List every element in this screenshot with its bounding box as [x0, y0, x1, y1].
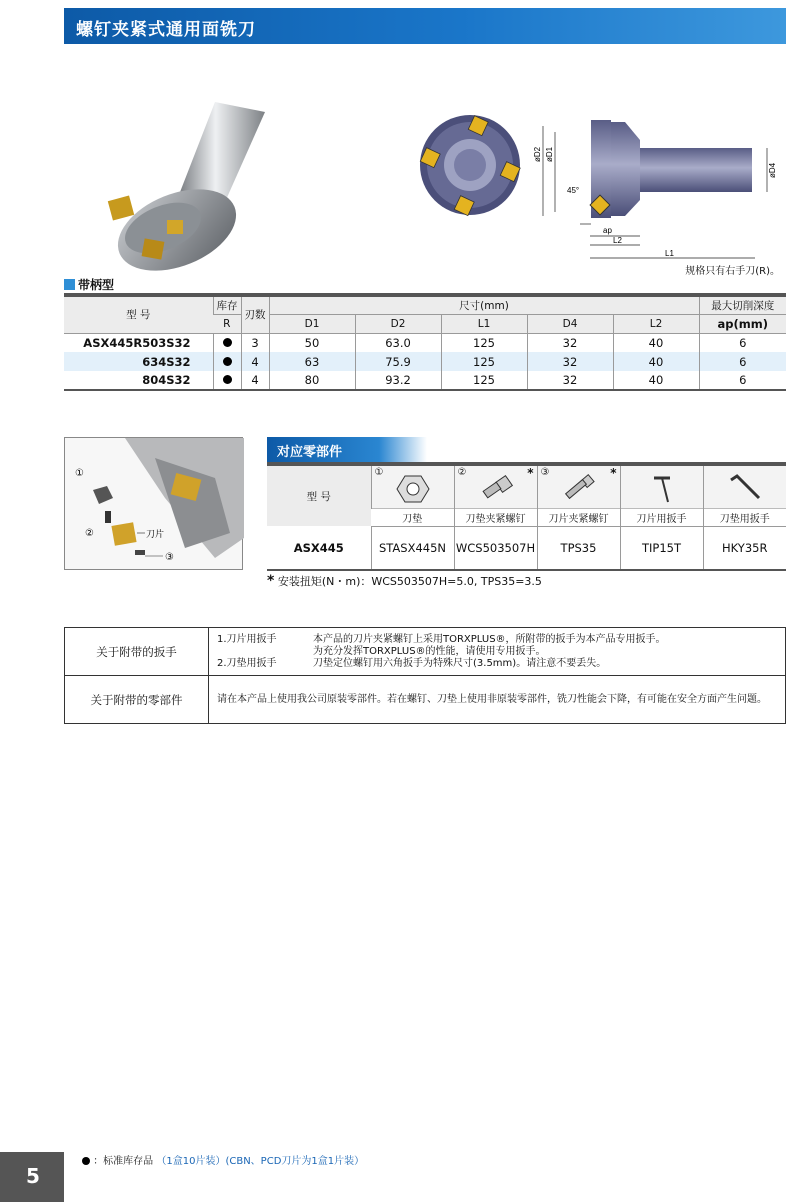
parts-icon-cell — [454, 464, 537, 508]
right-hand-note: 规格只有右手刀(R)。 — [685, 266, 780, 277]
spec-header-model: 型 号 — [64, 295, 213, 333]
header-bar — [64, 8, 786, 44]
section-marker — [64, 279, 75, 290]
parts-star: * — [527, 466, 534, 480]
spec-ap: 6 — [699, 352, 786, 371]
table-row — [64, 333, 786, 352]
front-view-diagram — [417, 112, 523, 218]
spec-d1: 50 — [269, 333, 355, 352]
torque-star: * — [267, 573, 275, 589]
spec-model: 634S32 — [64, 352, 213, 371]
spec-d4: 32 — [527, 371, 613, 390]
exploded-num-3: ③ — [165, 552, 174, 563]
spec-flutes: 4 — [241, 371, 269, 390]
footer-legend-text: ：标准库存品 — [93, 1156, 154, 1167]
page-number-box — [0, 1152, 64, 1202]
dim-label-d1: øD1 — [545, 146, 554, 162]
notes-row-wrench — [65, 628, 786, 676]
parts-star: * — [610, 466, 617, 480]
notes-wrench-text — [209, 628, 786, 676]
parts-col-shim-wrench: 刀垫用扳手 — [703, 508, 786, 526]
parts-value-shim-wrench: HKY35R — [703, 526, 786, 570]
spec-header-d2: D2 — [355, 314, 441, 333]
parts-header-model: 型 号 — [267, 464, 371, 526]
product-photo — [105, 100, 275, 275]
section-label — [64, 276, 114, 293]
exploded-num-1: ① — [75, 468, 84, 479]
spec-l2: 40 — [613, 333, 699, 352]
insert-screw-icon — [561, 474, 597, 504]
torx-wrench-icon — [644, 474, 680, 504]
parts-num-3: ③ — [540, 467, 550, 478]
parts-col-shim: 刀垫 — [371, 508, 454, 526]
page-title: 螺钉夹紧式通用面铣刀 — [76, 20, 256, 40]
parts-col-shim-screw: 刀垫夹紧螺钉 — [454, 508, 537, 526]
spec-table — [64, 293, 786, 391]
spec-model: 804S32 — [64, 371, 213, 390]
notes-parts-label: 关于附带的零部件 — [65, 676, 209, 724]
parts-table — [267, 462, 786, 571]
stock-dot-icon — [223, 375, 232, 384]
dim-label-l1: L1 — [665, 249, 674, 258]
spec-header-flutes: 刃数 — [241, 295, 269, 333]
parts-title: 对应零部件 — [277, 445, 343, 460]
spec-d2: 63.0 — [355, 333, 441, 352]
side-view-diagram — [535, 112, 791, 262]
parts-icon-cell — [537, 464, 620, 508]
spec-header-stock: 库存 — [213, 295, 241, 314]
parts-num-2: ② — [457, 467, 467, 478]
exploded-view-image — [64, 437, 243, 570]
stock-dot-icon — [82, 1157, 90, 1165]
spec-d1: 63 — [269, 352, 355, 371]
spec-model: ASX445R503S32 — [83, 335, 191, 350]
dim-label-l2: L2 — [613, 236, 622, 245]
section-title: 带柄型 — [78, 278, 115, 292]
parts-icon-cell — [371, 464, 454, 508]
dim-label-d2: øD2 — [533, 146, 542, 162]
dim-label-ap: ap — [603, 226, 612, 235]
spec-ap: 6 — [699, 333, 786, 352]
stock-cell — [213, 352, 241, 371]
table-row — [64, 352, 786, 371]
stock-cell — [213, 333, 241, 352]
spec-flutes: 3 — [241, 333, 269, 352]
spec-d2: 93.2 — [355, 371, 441, 390]
notes-table — [64, 627, 786, 724]
notes-parts-text: 请在本产品上使用我公司原装零部件。若在螺钉、刀垫上使用非原装零部件，铣刀性能会下降，有可能在安全方面产生问题。 — [209, 676, 786, 724]
stock-dot-icon — [223, 357, 232, 366]
parts-icon-cell — [620, 464, 703, 508]
footer-legend-blue: （1盒10片装）(CBN、PCD刀片为1盒1片装） — [156, 1156, 365, 1167]
parts-num-1: ① — [374, 467, 384, 478]
dim-label-angle: 45° — [567, 186, 580, 195]
notes-wrench-label: 关于附带的扳手 — [65, 628, 209, 676]
spec-l2: 40 — [613, 371, 699, 390]
spec-l1: 125 — [441, 371, 527, 390]
dim-label-d4: øD4 — [768, 162, 777, 178]
spec-d2: 75.9 — [355, 352, 441, 371]
wrench-item-2-text: 刀垫定位螺钉用六角扳手为特殊尺寸(3.5mm)。请注意不要丢失。 — [313, 657, 607, 669]
table-row — [64, 371, 786, 390]
exploded-num-2: ② — [85, 528, 94, 539]
stock-dot-icon — [223, 338, 232, 347]
wrench-item-2: 2.刀垫用扳手 — [217, 657, 277, 669]
spec-l1: 125 — [441, 333, 527, 352]
page-number: 5 — [26, 1164, 40, 1188]
spec-header-maxdepth: 最大切削深度 — [699, 295, 786, 314]
wrench-item-1: 1.刀片用扳手 — [217, 633, 277, 645]
parts-col-insert-screw: 刀片夹紧螺钉 — [537, 508, 620, 526]
spec-l1: 125 — [441, 352, 527, 371]
parts-icon-cell — [703, 464, 786, 508]
spec-d4: 32 — [527, 333, 613, 352]
stock-cell — [213, 371, 241, 390]
shim-icon — [395, 474, 431, 504]
parts-model: ASX445 — [267, 526, 371, 570]
torque-note — [267, 573, 542, 589]
spec-header-ap: ap(mm) — [699, 314, 786, 333]
spec-d4: 32 — [527, 352, 613, 371]
wrench-item-1-text: 本产品的刀片夹紧螺钉上采用TORXPLUS®，所附带的扳手为本产品专用扳手。 — [313, 633, 666, 645]
spec-flutes: 4 — [241, 352, 269, 371]
parts-value-shim: STASX445N — [371, 526, 454, 570]
notes-row-parts — [65, 676, 786, 724]
footer-legend — [82, 1152, 364, 1167]
hex-wrench-icon — [727, 474, 763, 504]
spec-header-stock-r: R — [213, 314, 241, 333]
parts-col-insert-wrench: 刀片用扳手 — [620, 508, 703, 526]
spec-ap: 6 — [699, 371, 786, 390]
wrench-item-1-text-2: 为充分发挥TORXPLUS®的性能，请使用专用扳手。 — [313, 645, 546, 657]
spec-header-d4: D4 — [527, 314, 613, 333]
parts-title-bar — [267, 437, 427, 462]
spec-header-l2: L2 — [613, 314, 699, 333]
spec-header-d1: D1 — [269, 314, 355, 333]
parts-value-insert-screw: TPS35 — [537, 526, 620, 570]
spec-header-l1: L1 — [441, 314, 527, 333]
exploded-view-drawing — [65, 438, 244, 571]
shim-screw-icon — [478, 474, 514, 504]
spec-header-dims: 尺寸(mm) — [269, 295, 699, 314]
spec-l2: 40 — [613, 352, 699, 371]
torque-text: 安装扭矩(N・m)：WCS503507H=5.0, TPS35=3.5 — [277, 575, 542, 588]
parts-value-insert-wrench: TIP15T — [620, 526, 703, 570]
exploded-insert-label: 刀片 — [146, 530, 165, 540]
table-row — [267, 526, 786, 570]
parts-value-shim-screw: WCS503507H — [454, 526, 537, 570]
spec-d1: 80 — [269, 371, 355, 390]
